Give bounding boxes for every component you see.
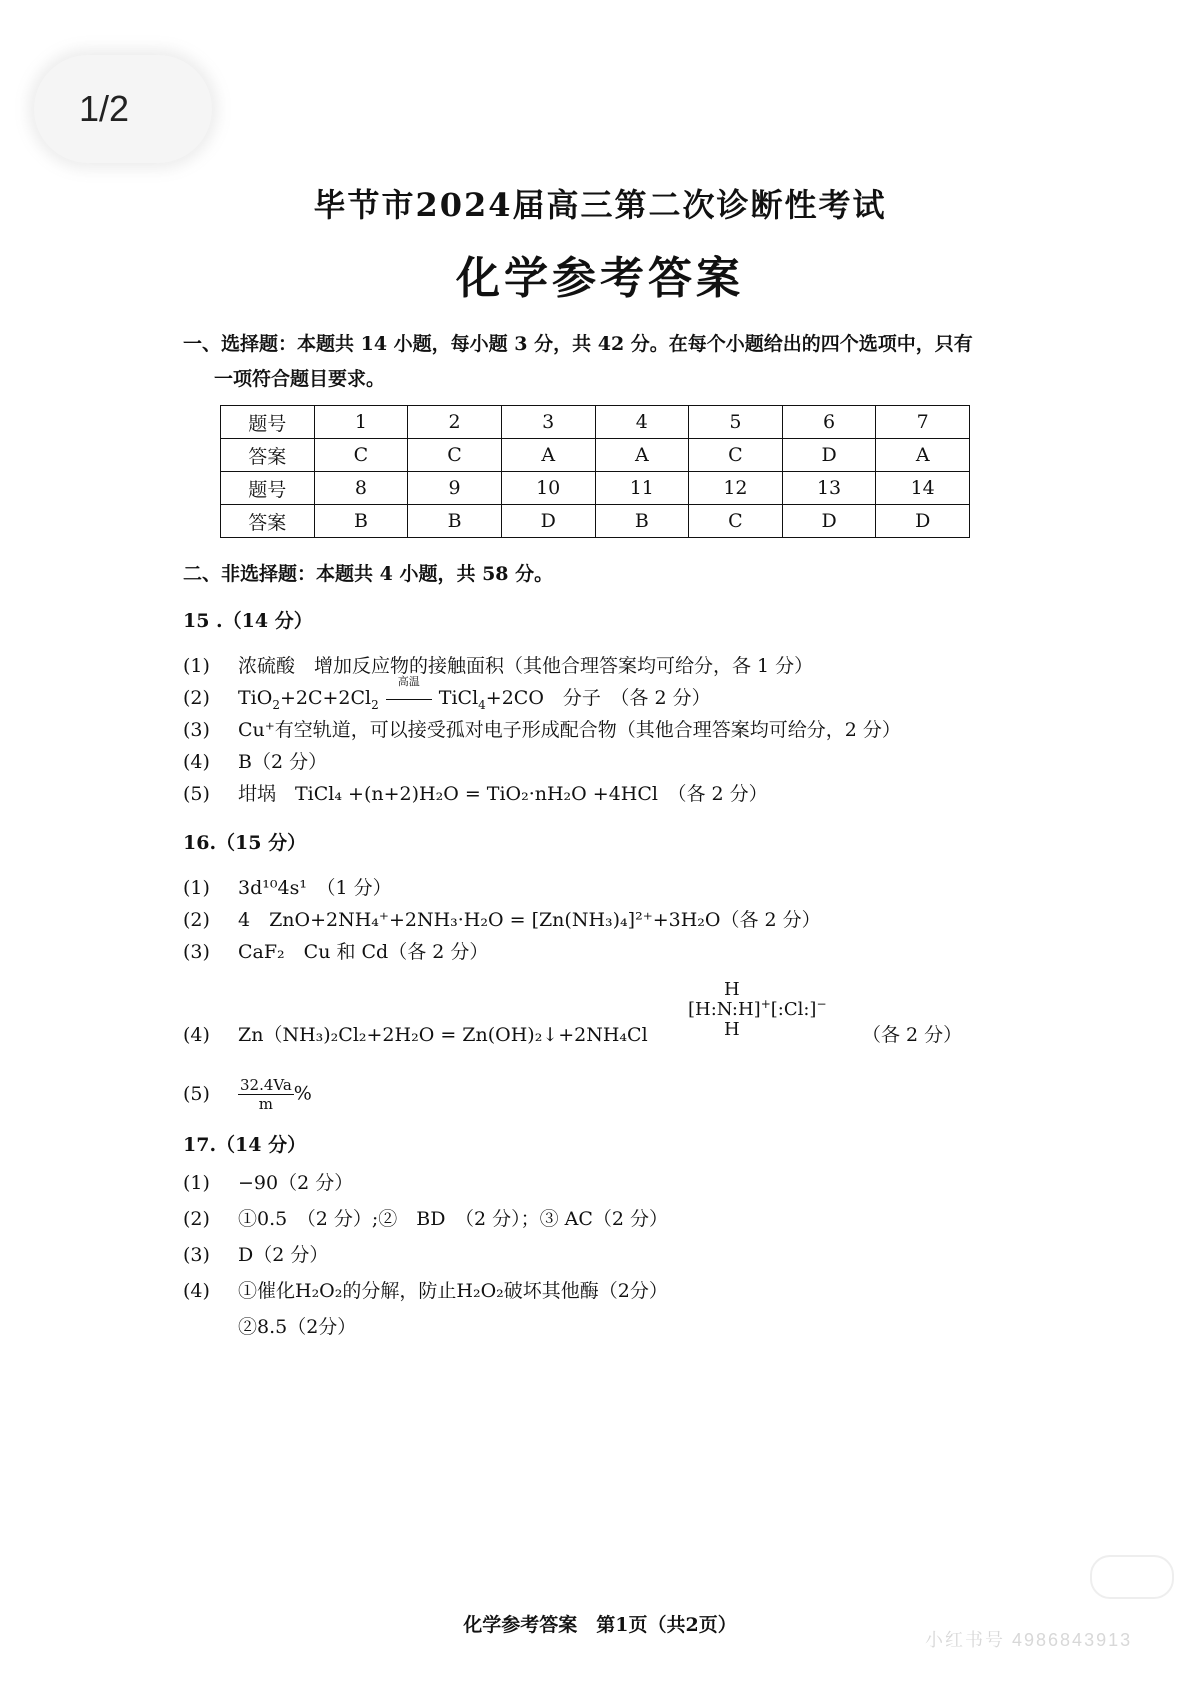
structure-h-top: H	[724, 979, 740, 1000]
item-number: (5)	[183, 1082, 210, 1105]
table-cell: 题号	[221, 472, 315, 505]
section1-intro-line1: 一、选择题：本题共 14 小题，每小题 3 分，共 42 分。在每个小题给出的四个选项中，只有	[183, 333, 973, 355]
exam-title: 毕节市2024届高三第二次诊断性考试	[313, 186, 887, 224]
item-text: ①0.5 （2 分）;② BD （2 分）；③ AC（2 分）	[238, 1208, 668, 1230]
item-text: 浓硫酸 增加反应物的接触面积（其他合理答案均可给分，各 1 分）	[238, 655, 814, 677]
item-text: +2CO 分子 （各 2 分）	[485, 687, 711, 709]
table-cell: D	[782, 439, 876, 472]
table-cell: 题号	[221, 406, 315, 439]
q16-item-4	[183, 1024, 648, 1047]
item-text: −90（2 分）	[238, 1172, 354, 1194]
condition-label: 高温	[397, 675, 420, 688]
q15-item-1	[183, 655, 813, 678]
reaction-condition	[383, 675, 435, 710]
q15-item-4	[183, 751, 327, 774]
table-cell: 10	[501, 472, 595, 505]
structure-ammonium: [H:N:H]	[688, 998, 761, 1020]
table-cell: B	[314, 505, 408, 538]
table-cell: 答案	[221, 439, 315, 472]
table-cell: 4	[595, 406, 689, 439]
watermark-text: 小红书号 4986843913	[925, 1630, 1133, 1650]
item-number: (2)	[183, 687, 210, 709]
fraction-numerator: 32.4Va	[240, 1076, 292, 1094]
q15-item-3	[183, 719, 901, 742]
table-row	[221, 439, 970, 472]
item-text: B（2 分）	[238, 751, 328, 773]
table-cell: 8	[314, 472, 408, 505]
fraction	[238, 1076, 294, 1113]
q16-item-3	[183, 941, 488, 964]
item-number: (3)	[183, 1244, 210, 1266]
section1-intro-line2: 一项符合题目要求。	[214, 368, 386, 390]
item-number: (2)	[183, 1208, 210, 1230]
table-row	[221, 406, 970, 439]
item-number: (4)	[183, 751, 210, 773]
table-cell: 7	[876, 406, 970, 439]
q17-item-2	[183, 1208, 668, 1231]
item-text: Zn（NH₃)₂Cl₂+2H₂O = Zn(OH)₂↓+2NH₄Cl	[238, 1024, 648, 1046]
q17-heading: 17.（14 分）	[183, 1134, 307, 1156]
table-cell: 1	[314, 406, 408, 439]
q16-item-4-score: （各 2 分）	[862, 1024, 963, 1046]
structure-charge-plus: +	[760, 996, 771, 1011]
fraction-denominator: m	[258, 1095, 274, 1113]
table-cell: A	[501, 439, 595, 472]
item-number: (1)	[183, 877, 210, 899]
table-row	[221, 472, 970, 505]
item-text: +2C+2Cl	[279, 687, 372, 709]
table-cell: A	[876, 439, 970, 472]
item-text: 3d¹⁰4s¹ （1 分）	[238, 877, 392, 899]
table-cell: C	[314, 439, 408, 472]
q15-item-5	[183, 783, 768, 806]
item-text: CaF₂ Cu 和 Cd（各 2 分）	[238, 941, 489, 963]
table-cell: C	[408, 439, 502, 472]
item-text: 4 ZnO+2NH₄⁺+2NH₃·H₂O = [Zn(NH₃)₄]²⁺+3H₂O（各 2 分）	[238, 909, 821, 931]
table-row	[221, 505, 970, 538]
document-subtitle: 化学参考答案	[456, 253, 744, 304]
item-text: ①催化H₂O₂的分解，防止H₂O₂破坏其他酶（2分）	[238, 1280, 668, 1302]
q15-item-2: (2) $TiO_2+2C+2Cl_2$ 高温 TiCl$_4$+2CO 分子 （各 2 分）	[183, 675, 711, 712]
item-number: (5)	[183, 783, 210, 805]
q17-item-5	[183, 1316, 356, 1339]
table-cell: 12	[689, 472, 783, 505]
item-text: ②8.5（2分）	[238, 1316, 357, 1338]
structure-h-bottom: H	[724, 1018, 740, 1040]
page-indicator-badge	[34, 55, 212, 163]
q16-heading: 16.（15 分）	[183, 832, 307, 854]
equals-bar	[386, 699, 432, 700]
table-cell: 2	[408, 406, 502, 439]
item-text: D（2 分）	[238, 1244, 329, 1266]
table-cell: 14	[876, 472, 970, 505]
table-cell: C	[689, 505, 783, 538]
table-cell: C	[689, 439, 783, 472]
watermark-logo	[1090, 1555, 1174, 1599]
q16-item-2	[183, 909, 821, 932]
page-footer: 化学参考答案 第1页（共2页）	[463, 1614, 737, 1636]
table-cell: D	[876, 505, 970, 538]
table-cell: 11	[595, 472, 689, 505]
table-cell: 5	[689, 406, 783, 439]
q15-heading: 15 .（14 分）	[183, 610, 313, 632]
table-cell: 6	[782, 406, 876, 439]
item-text: 坩埚 TiCl₄ +(n+2)H₂O = TiO₂·nH₂O +4HCl （各 2 分）	[238, 783, 768, 805]
page-indicator-text: 1/2	[78, 88, 130, 129]
q16-item-1	[183, 877, 392, 900]
percent-sign: %	[293, 1082, 312, 1105]
structure-chloride: [:Cl:]	[770, 998, 817, 1020]
answer-table	[220, 405, 970, 538]
table-cell: D	[501, 505, 595, 538]
item-number: (4)	[183, 1280, 210, 1302]
table-cell: B	[595, 505, 689, 538]
q16-item-5	[183, 1076, 312, 1113]
item-number: (3)	[183, 941, 210, 963]
item-text: TiO	[238, 687, 273, 709]
ammonium-chloride-electron-structure	[688, 980, 827, 1039]
table-cell: 3	[501, 406, 595, 439]
section2-intro: 二、非选择题：本题共 4 小题，共 58 分。	[183, 563, 554, 585]
q17-item-3	[183, 1244, 328, 1267]
table-cell: 9	[408, 472, 502, 505]
item-number: (2)	[183, 909, 210, 931]
item-number: (1)	[183, 655, 210, 677]
item-number: (4)	[183, 1024, 210, 1046]
structure-charge-minus: −	[816, 996, 827, 1011]
table-cell: D	[782, 505, 876, 538]
table-cell: B	[408, 505, 502, 538]
item-number: (1)	[183, 1172, 210, 1194]
table-cell: A	[595, 439, 689, 472]
item-number: (3)	[183, 719, 210, 741]
table-cell: 答案	[221, 505, 315, 538]
table-cell: 13	[782, 472, 876, 505]
q17-item-1	[183, 1172, 353, 1195]
q17-item-4	[183, 1280, 668, 1303]
item-text: TiCl	[438, 687, 479, 709]
item-text: Cu⁺有空轨道，可以接受孤对电子形成配合物（其他合理答案均可给分，2 分）	[238, 719, 901, 741]
